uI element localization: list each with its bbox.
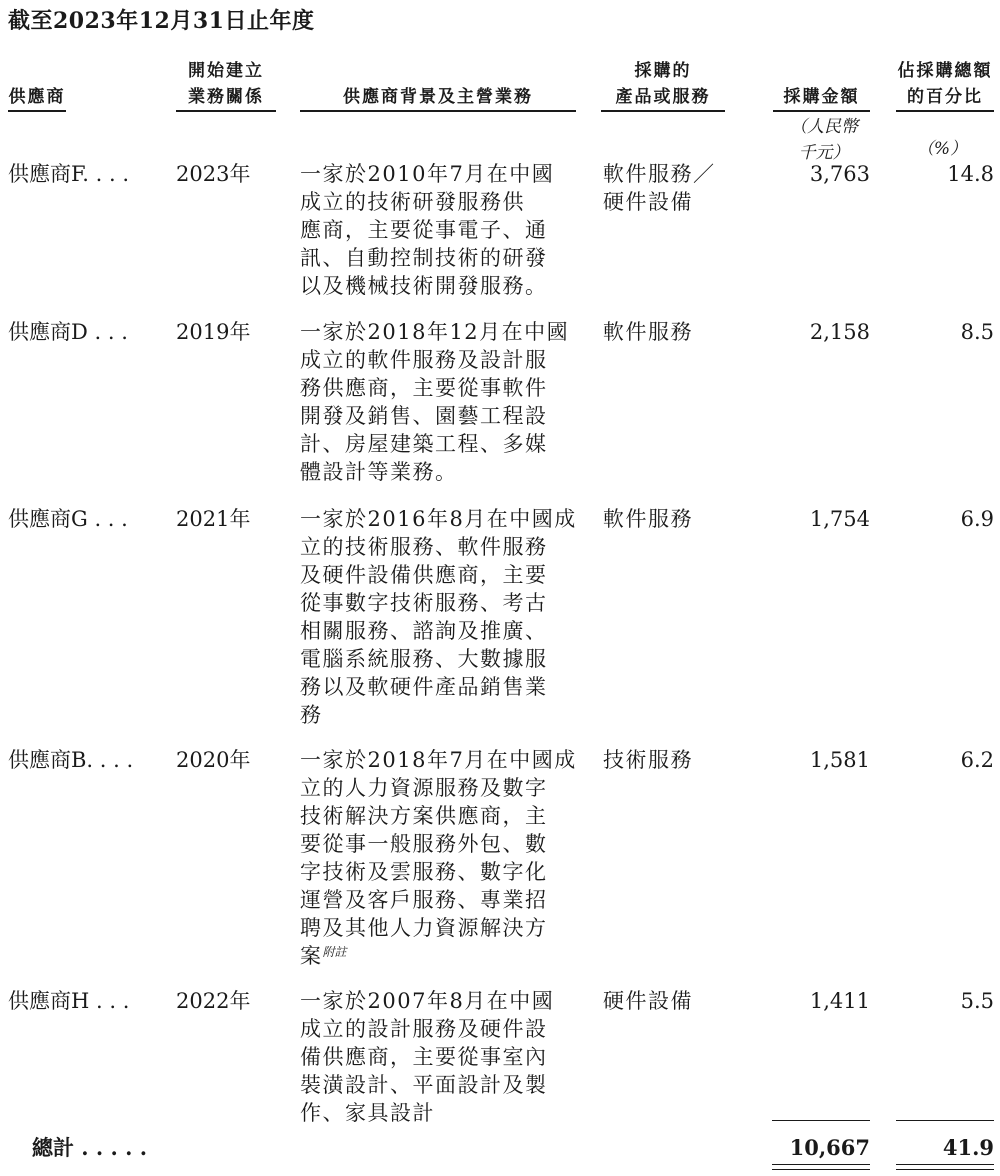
- header-supplier: 供應商: [8, 84, 66, 112]
- supplier-name: 供應商B. . . .: [8, 748, 134, 772]
- supplier-name: 供應商F. . . .: [8, 162, 130, 186]
- supplier-name: 供應商G . . .: [8, 507, 128, 531]
- procured-product: 硬件設備: [603, 989, 693, 1013]
- procurement-amount: 1,581: [809, 748, 870, 772]
- supplier-name: 供應商D . . .: [8, 320, 128, 344]
- supplier-background: 一家於2016年8月在中國成 立的技術服務、軟件服務 及硬件設備供應商，主要 從事數字技術服務、考古 相關服務、諮詢及推廣、 電腦系統服務、大數據服 務以及軟硬件產品銷售業 務: [300, 507, 577, 727]
- supplier-background: 一家於2018年7月在中國成 立的人力資源服務及數字 技術解決方案供應商，主 要從事一般服務外包、數 字技術及雲服務、數字化 運營及客戶服務、專業招 聘及其他人力資源解決方 案$^{附註}$: [300, 748, 577, 968]
- procurement-amount: 2,158: [809, 320, 870, 344]
- header-percentage: 佔採購總額 的百分比: [896, 58, 994, 112]
- total-amount: 10,667: [789, 1135, 870, 1160]
- double-rule-percentage-2: [896, 1169, 994, 1170]
- table-title: 截至2023年12月31日止年度: [8, 8, 315, 34]
- relationship-year: 2020年: [176, 748, 251, 772]
- amount-unit: （人民幣 千元）: [790, 117, 858, 163]
- relationship-year: 2021年: [176, 507, 251, 531]
- relationship-year: 2019年: [176, 320, 251, 344]
- header-amount: 採購金額: [773, 84, 870, 112]
- header-background: 供應商背景及主營業務: [300, 84, 576, 112]
- procurement-percentage: 8.5: [960, 320, 994, 344]
- procured-product: 軟件服務: [603, 320, 693, 344]
- double-rule-percentage: [896, 1164, 994, 1165]
- procured-product: 軟件服務: [603, 507, 693, 531]
- supplier-background: 一家於2010年7月在中國 成立的技術研發服務供 應商，主要從事電子、通 訊、自動控制技術的研發 以及機械技術開發服務。: [300, 162, 555, 298]
- double-rule-amount: [772, 1164, 870, 1165]
- supplier-background: 一家於2007年8月在中國 成立的設計服務及硬件設 備供應商，主要從事室內 裝潢設計、平面設計及製 作、家具設計: [300, 989, 555, 1125]
- footnote-marker: 附註: [322, 945, 347, 959]
- procurement-amount: 1,754: [809, 507, 870, 531]
- procured-product: 技術服務: [603, 748, 693, 772]
- procurement-amount: 1,411: [809, 989, 870, 1013]
- subtotal-rule-percentage: [896, 1120, 994, 1121]
- header-product: 採購的 產品或服務: [601, 58, 725, 112]
- procurement-percentage: 6.9: [960, 507, 994, 531]
- double-rule-amount-2: [772, 1169, 870, 1170]
- procurement-percentage: 5.5: [960, 989, 994, 1013]
- procured-product: 軟件服務／ 硬件設備: [603, 162, 716, 214]
- procurement-amount: 3,763: [809, 162, 870, 186]
- relationship-year: 2023年: [176, 162, 251, 186]
- subtotal-rule-amount: [772, 1120, 870, 1121]
- procurement-percentage: 14.8: [947, 162, 994, 186]
- supplier-name: 供應商H . . .: [8, 989, 130, 1013]
- header-start-relationship: 開始建立 業務關係: [176, 58, 276, 112]
- total-label: 總計 . . . . .: [32, 1135, 148, 1160]
- percentage-unit: （%）: [916, 139, 968, 159]
- supplier-background: 一家於2018年12月在中國 成立的軟件服務及設計服 務供應商，主要從事軟件 開發及銷售、園藝工程設 計、房屋建築工程、多媒 體設計等業務。: [300, 320, 570, 484]
- procurement-percentage: 6.2: [960, 748, 994, 772]
- relationship-year: 2022年: [176, 989, 251, 1013]
- total-percentage: 41.9: [942, 1135, 994, 1160]
